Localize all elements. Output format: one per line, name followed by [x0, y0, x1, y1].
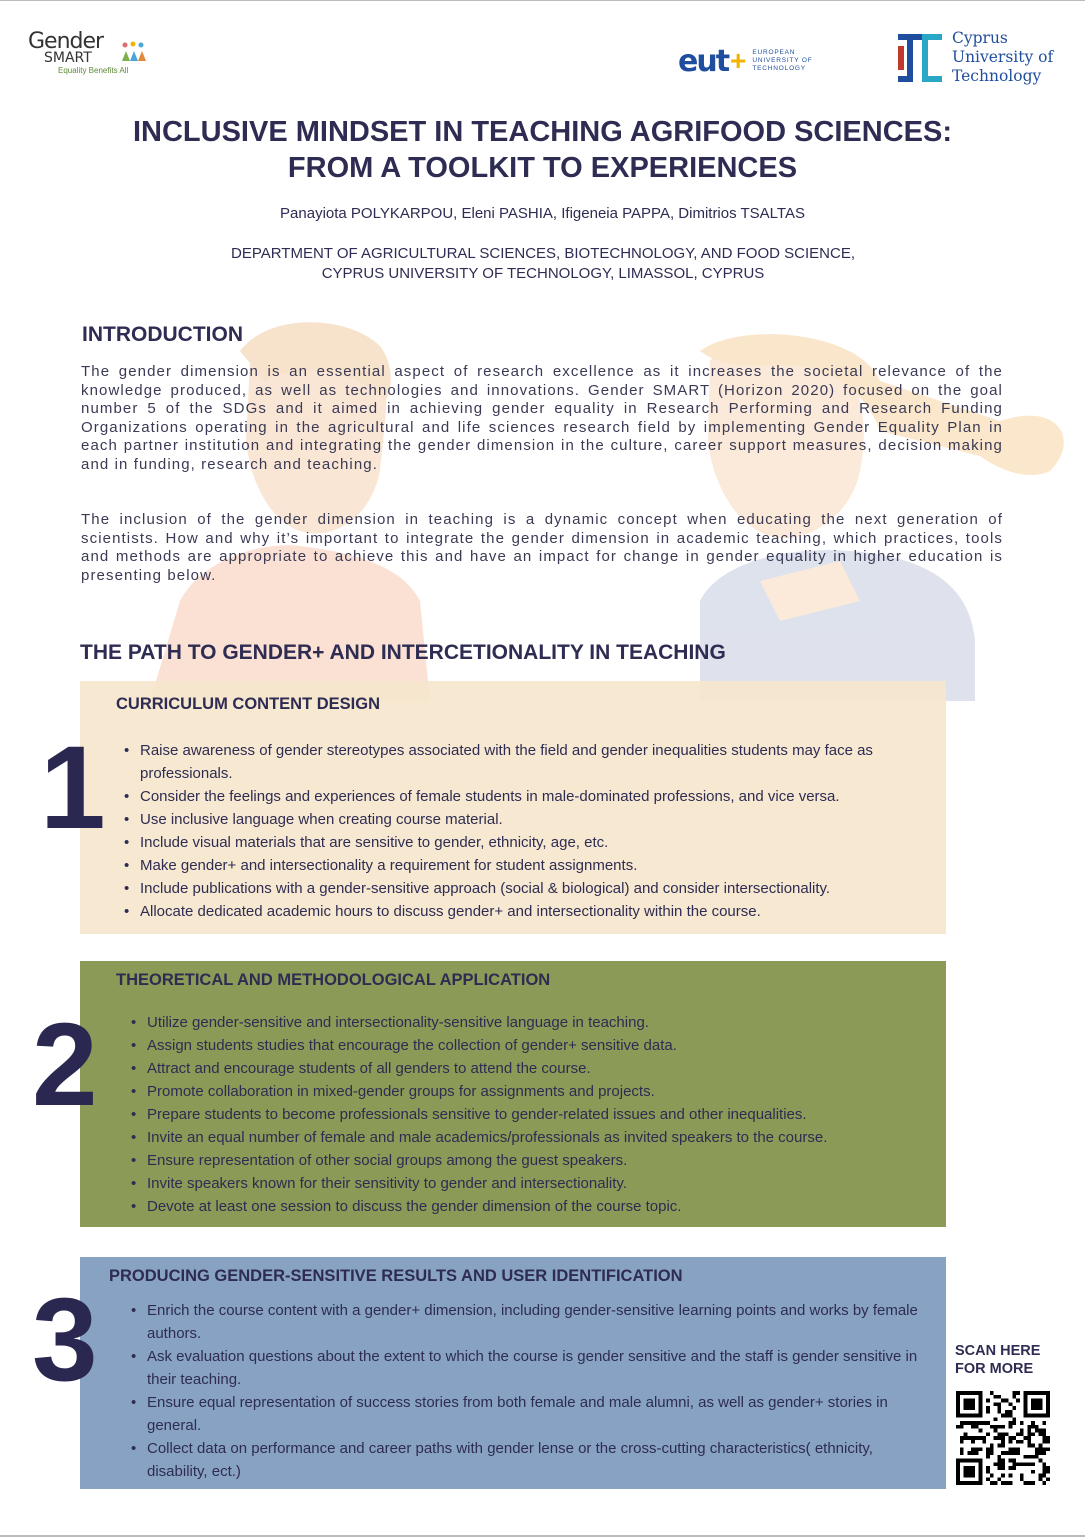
scan-here-label [955, 1342, 1040, 1378]
list-item: • Allocate dedicated academic hours to discuss gender+ and intersectionality within the course. [120, 900, 920, 923]
eut-text-line: UNIVERSITY OF [752, 57, 813, 64]
cut-name-line: University of [952, 48, 1054, 66]
poster-title [40, 114, 1045, 186]
step-1-list [120, 739, 920, 923]
list-item: • Assign students studies that encourage the collection of gender+ sensitive data. [127, 1034, 927, 1057]
step-2-number: 2 [32, 999, 98, 1131]
scan-line: SCAN HERE [955, 1343, 1041, 1359]
step-1-heading: CURRICULUM CONTENT DESIGN [116, 695, 380, 713]
list-item: • Invite an equal number of female and male academics/professionals as invited speakers to the course. [127, 1126, 927, 1149]
list-item: • Raise awareness of gender stereotypes associated with the field and gender inequalities students may face as professionals. [120, 739, 920, 785]
step-1-box [80, 681, 946, 934]
logo-gender-line1: Gender [28, 29, 104, 54]
department-line: DEPARTMENT OF AGRICULTURAL SCIENCES, BIOTECHNOLOGY, AND FOOD SCIENCE, [230, 245, 855, 262]
cut-name-line: Cyprus [952, 29, 1008, 47]
step-3-list [127, 1299, 935, 1483]
step-3-box [80, 1257, 946, 1489]
cut-emblem-icon [898, 32, 942, 84]
title-line: FROM A TOOLKIT TO EXPERIENCES [287, 152, 798, 184]
step-3-heading: PRODUCING GENDER-SENSITIVE RESULTS AND USER IDENTIFICATION [109, 1267, 683, 1285]
list-item: • Invite speakers known for their sensitivity to gender and intersectionality. [127, 1172, 927, 1195]
logo-gender-tagline: Equality Benefits All [58, 66, 129, 75]
step-1-number: 1 [40, 722, 106, 854]
eut-mark: eut [678, 43, 729, 79]
eut-text [752, 49, 812, 73]
list-item: • Include visual materials that are sensitive to gender, ethnicity, age, etc. [120, 831, 920, 854]
path-heading: THE PATH TO GENDER+ AND INTERCETIONALITY IN TEACHING [80, 641, 726, 664]
step-2-list [127, 1011, 927, 1218]
department [0, 244, 1085, 284]
cut-name-line: Technology [952, 67, 1042, 85]
introduction-paragraph-2: The inclusion of the gender dimension in teaching is a dynamic concept when educating the next generation of scientists. How and why it’s important to integrate the gender dimension in academic teaching, which practices, tools and methods are appropriate to achieve this and have an impact for change in gender equality in higher education is presenting below. [81, 511, 1003, 584]
list-item: • Ensure equal representation of success stories from both female and male alumni, as well as gender+ stories in general. [127, 1391, 935, 1437]
introduction-paragraph-1: The gender dimension is an essential aspect of research excellence as it increases the societal relevance of the knowledge produced, as well as technologies and innovations. Gender SMART (Horizon 2020) focused on the goal number 5 of the SDGs and it aimed in achieving gender equality in Research Performing and Research Funding Organizations operating in the agricultural and life sciences research field by implementing Gender Equality Plan in each partner institution and integrating the gender dimension in the culture, career support measures, decision making and in funding, research and teaching. [81, 363, 1003, 473]
authors: Panayiota POLYKARPOU, Eleni PASHIA, Ifigeneia PAPPA, Dimitrios TSALTAS [280, 205, 805, 222]
cut-name [952, 29, 1053, 86]
step-2-heading: THEORETICAL AND METHODOLOGICAL APPLICATION [116, 971, 551, 989]
eut-plus-sign: + [730, 45, 747, 76]
qr-code[interactable] [956, 1391, 1050, 1485]
list-item: • Make gender+ and intersectionality a requirement for student assignments. [120, 854, 920, 877]
step-2-box [80, 961, 946, 1227]
list-item: • Use inclusive language when creating course material. [120, 808, 920, 831]
introduction-heading: INTRODUCTION [82, 323, 243, 346]
list-item: • Ensure representation of other social groups among the guest speakers. [127, 1149, 927, 1172]
list-item: • Attract and encourage students of all genders to attend the course. [127, 1057, 927, 1080]
list-item: • Promote collaboration in mixed-gender groups for assignments and projects. [127, 1080, 927, 1103]
gender-smart-logo [28, 29, 148, 85]
list-item: • Include publications with a gender-sensitive approach (social & biological) and consider intersectionality. [120, 877, 920, 900]
title-line: INCLUSIVE MINDSET IN TEACHING AGRIFOOD SCIENCES: [132, 116, 953, 148]
cut-logo [898, 29, 1053, 86]
scan-line: FOR MORE [955, 1361, 1034, 1377]
list-item: • Utilize gender-sensitive and intersectionality-sensitive language in teaching. [127, 1011, 927, 1034]
list-item: • Prepare students to become professionals sensitive to gender-related issues and other inequalities. [127, 1103, 927, 1126]
department-line: CYPRUS UNIVERSITY OF TECHNOLOGY, LIMASSOL, CYPRUS [321, 265, 765, 282]
list-item: • Ask evaluation questions about the extent to which the course is gender sensitive and the staff is gender sensitive in their teaching. [127, 1345, 935, 1391]
step-3-number: 3 [32, 1274, 98, 1406]
list-item: • Enrich the course content with a gender+ dimension, including gender-sensitive learning points and works by female authors. [127, 1299, 935, 1345]
list-item: • Devote at least one session to discuss the gender dimension of the course topic. [127, 1195, 927, 1218]
list-item: • Consider the feelings and experiences of female students in male-dominated professions, and vice versa. [120, 785, 920, 808]
eut-text-line: TECHNOLOGY [752, 65, 806, 72]
eut-text-line: EUROPEAN [752, 49, 796, 56]
list-item: • Collect data on performance and career paths with gender lense or the cross-cutting characteristics( ethnicity, disability, ect.) [127, 1437, 935, 1483]
logo-gender-line2: SMART [44, 50, 92, 66]
eut-plus-logo [678, 41, 878, 81]
lab-flasks-icon [120, 41, 146, 63]
